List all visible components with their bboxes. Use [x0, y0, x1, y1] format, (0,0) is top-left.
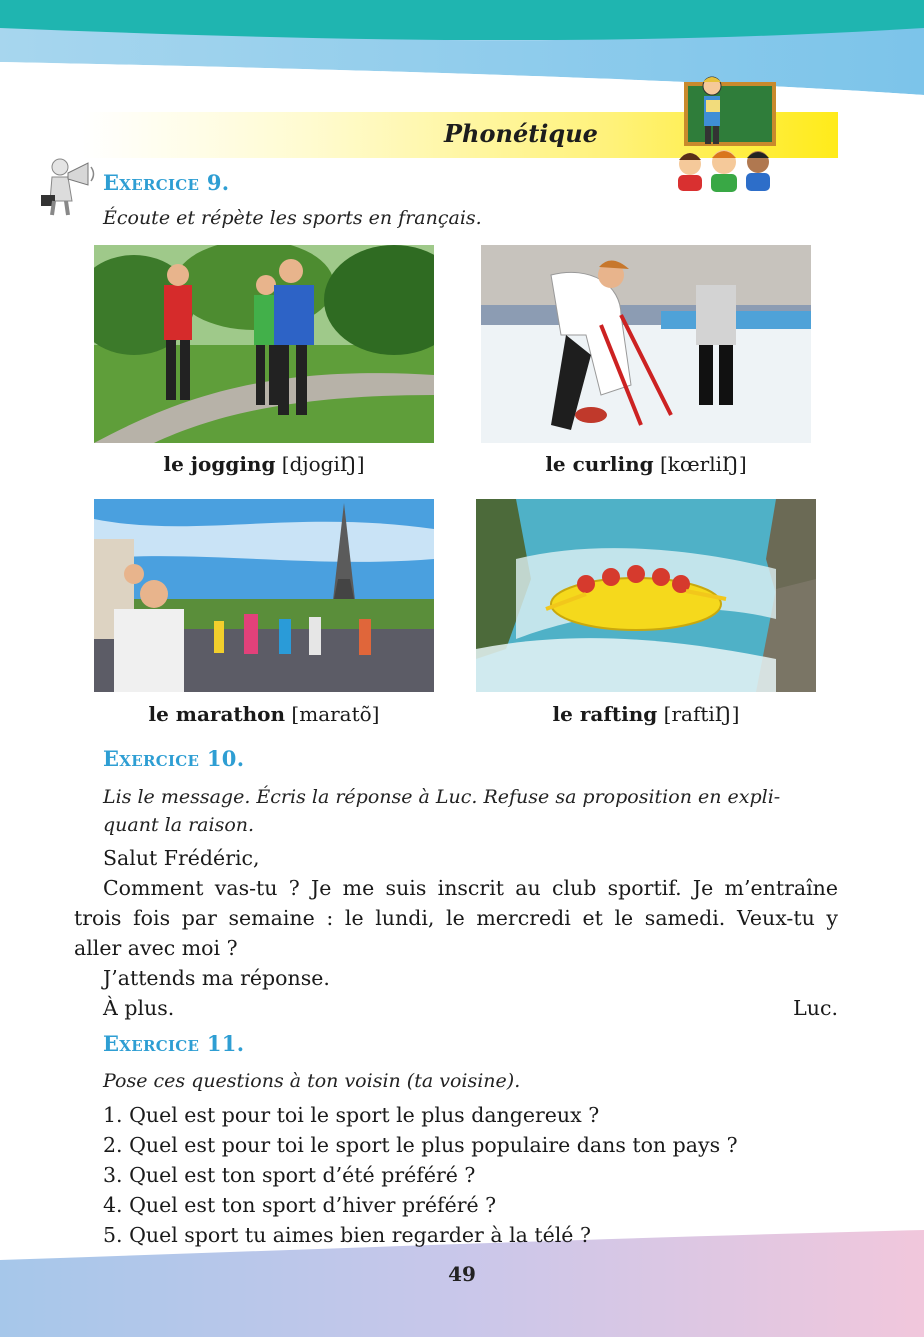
exercise-9-heading: Exercice 9.: [103, 170, 230, 195]
letter-paragraph-line-3: aller avec moi ?: [74, 936, 238, 960]
rafting-photo: [476, 499, 816, 692]
exercise-10-instruction-line-2: quant la raison.: [103, 814, 255, 836]
letter-greeting: Salut Frédéric,: [103, 846, 260, 870]
caption-rafting-word: le rafting: [552, 702, 658, 726]
exercise-11-heading: Exercice 11.: [103, 1031, 245, 1056]
letter-closing: À plus.: [103, 996, 175, 1020]
question-2: 2. Quel est pour toi le sport le plus populaire dans ton pays ?: [103, 1133, 738, 1157]
letter-waiting-line: J’attends ma réponse.: [103, 966, 330, 990]
exercise-9-instruction: Écoute et répète les sports en français.: [103, 207, 482, 229]
caption-rafting: [476, 702, 816, 726]
letter-paragraph-line-2: trois fois par semaine : le lundi, le mercredi et le samedi. Veux-tu y: [74, 906, 838, 930]
caption-jogging: [94, 452, 434, 476]
jogging-photo: [94, 245, 434, 443]
caption-rafting-phonetic: [raftiŊ]: [663, 702, 740, 726]
caption-marathon-phonetic: [maratõ]: [291, 702, 380, 726]
letter-signature: Luc.: [793, 996, 838, 1020]
question-5: 5. Quel sport tu aimes bien regarder à la télé ?: [103, 1223, 591, 1247]
caption-curling-phonetic: [kœrliŊ]: [659, 452, 747, 476]
exercise-10-heading: Exercice 10.: [103, 746, 245, 771]
caption-curling: [476, 452, 816, 476]
exercise-10-instruction-line-1: Lis le message. Écris la réponse à Luc. Refuse sa proposition en expli-: [103, 786, 781, 808]
caption-marathon: [94, 702, 434, 726]
megaphone-icon: [38, 155, 98, 217]
teacher-students-illustration: [676, 76, 784, 196]
question-1: 1. Quel est pour toi le sport le plus dangereux ?: [103, 1103, 600, 1127]
marathon-photo: [94, 499, 434, 692]
page-number: 49: [448, 1262, 476, 1286]
section-title: Phonétique: [444, 119, 598, 148]
curling-photo: [481, 245, 811, 443]
top-decorative-band: [0, 0, 924, 95]
caption-marathon-word: le marathon: [148, 702, 286, 726]
question-3: 3. Quel est ton sport d’été préféré ?: [103, 1163, 476, 1187]
exercise-11-instruction: Pose ces questions à ton voisin (ta voisine).: [103, 1070, 521, 1092]
caption-jogging-phonetic: [djogiŊ]: [281, 452, 365, 476]
caption-jogging-word: le jogging: [163, 452, 276, 476]
caption-curling-word: le curling: [545, 452, 654, 476]
question-4: 4. Quel est ton sport d’hiver préféré ?: [103, 1193, 497, 1217]
letter-paragraph-line-1: Comment vas-tu ? Je me suis inscrit au club sportif. Je m’entraîne: [103, 876, 838, 900]
